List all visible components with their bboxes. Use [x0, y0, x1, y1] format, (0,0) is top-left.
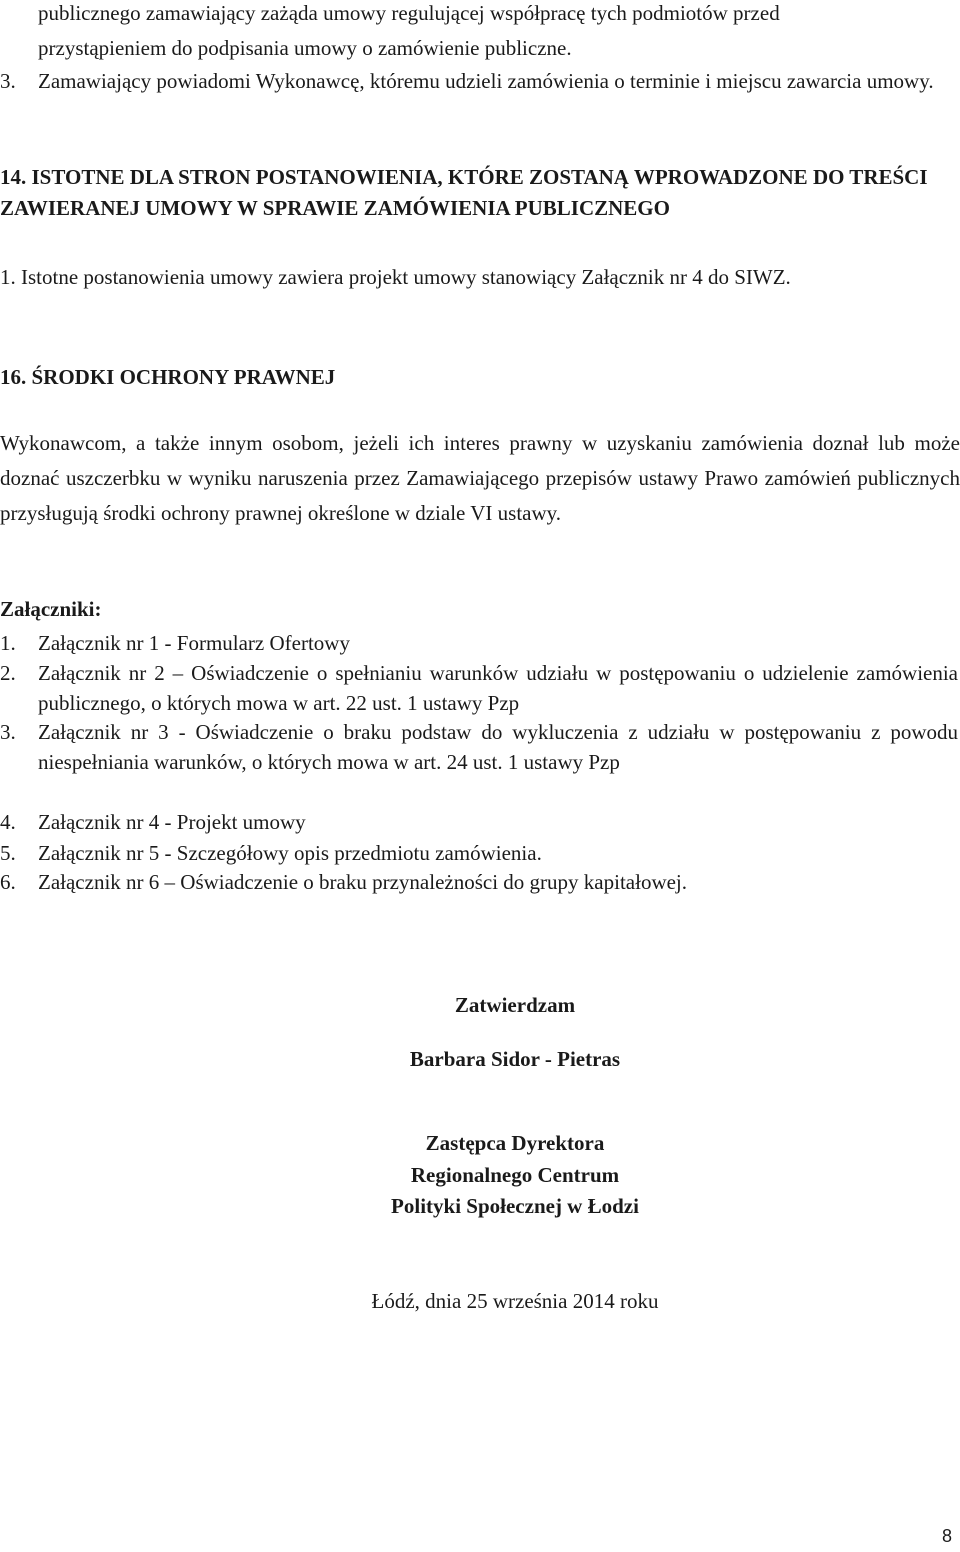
attachment-item-number: 6.	[0, 870, 16, 894]
signatory-role-line-2: Regionalnego Centrum	[410, 1163, 620, 1187]
attachment-item-number: 4.	[0, 810, 16, 834]
section-14-item-1: 1. Istotne postanowienia umowy zawiera projekt umowy stanowiący Załącznik nr 4 do SIWZ.	[0, 265, 791, 289]
intro-item-3-number: 3.	[0, 69, 16, 93]
signatory-role-line-1: Zastępca Dyrektora	[425, 1131, 605, 1155]
attachment-item-text: Załącznik nr 6 – Oświadczenie o braku przynależności do grupy kapitałowej.	[38, 870, 688, 894]
attachment-item-text: Załącznik nr 1 - Formularz Ofertowy	[38, 631, 350, 655]
page-number: 8	[941, 1526, 952, 1546]
approval-label: Zatwierdzam	[454, 993, 576, 1017]
attachment-item-number: 2.	[0, 661, 16, 685]
intro-line-2: przystąpieniem do podpisania umowy o zamówienie publiczne.	[38, 36, 572, 60]
attachment-item-number: 3.	[0, 720, 16, 744]
section-16-heading: 16. ŚRODKI OCHRONY PRAWNEJ	[0, 365, 336, 389]
attachment-item-number: 5.	[0, 841, 16, 865]
attachment-item-number: 1.	[0, 631, 16, 655]
attachments-title: Załączniki:	[0, 597, 102, 621]
intro-paragraph	[38, 0, 958, 66]
attachment-item-text: Załącznik nr 5 - Szczegółowy opis przedmiotu zamówienia.	[38, 841, 542, 865]
signatory-name: Barbara Sidor - Pietras	[409, 1047, 621, 1071]
signatory-role-line-3: Polityki Społecznej w Łodzi	[391, 1194, 639, 1218]
intro-line-1: publicznego zamawiający zażąda umowy regulującej współpracę tych podmiotów przed	[38, 1, 780, 25]
document-date: Łódź, dnia 25 września 2014 roku	[371, 1289, 659, 1313]
intro-item-3-text: Zamawiający powiadomi Wykonawcę, któremu udzieli zamówienia o terminie i miejscu zawarcia umowy.	[38, 69, 934, 93]
section-14-heading: 14. ISTOTNE DLA STRON POSTANOWIENIA, KTÓRE ZOSTANĄ WPROWADZONE DO TREŚCI ZAWIERANEJ UMOWY W SPRAWIE ZAMÓWIENIA PUBLICZNEGO	[0, 165, 928, 220]
attachment-item-text: Załącznik nr 4 - Projekt umowy	[38, 810, 306, 834]
attachment-item-text: Załącznik nr 2 – Oświadczenie o spełnianiu warunków udziału w postępowaniu o udzielenie zamówienia publicznego, o których mowa w art. 22 ust. 1 ustawy Pzp	[38, 661, 958, 715]
attachment-item-text: Załącznik nr 3 - Oświadczenie o braku podstaw do wykluczenia z udziału w postępowaniu z powodu niespełniania warunków, o których mowa w art. 24 ust. 1 ustawy Pzp	[38, 720, 958, 774]
section-16-body: Wykonawcom, a także innym osobom, jeżeli ich interes prawny w uzyskaniu zamówienia doznał lub może doznać uszczerbku w wyniku naruszenia przez Zamawiającego przepisów ustawy Prawo zamówień publicznych przysługują środki ochrony prawnej określone w dziale VI ustawy.	[0, 431, 960, 525]
